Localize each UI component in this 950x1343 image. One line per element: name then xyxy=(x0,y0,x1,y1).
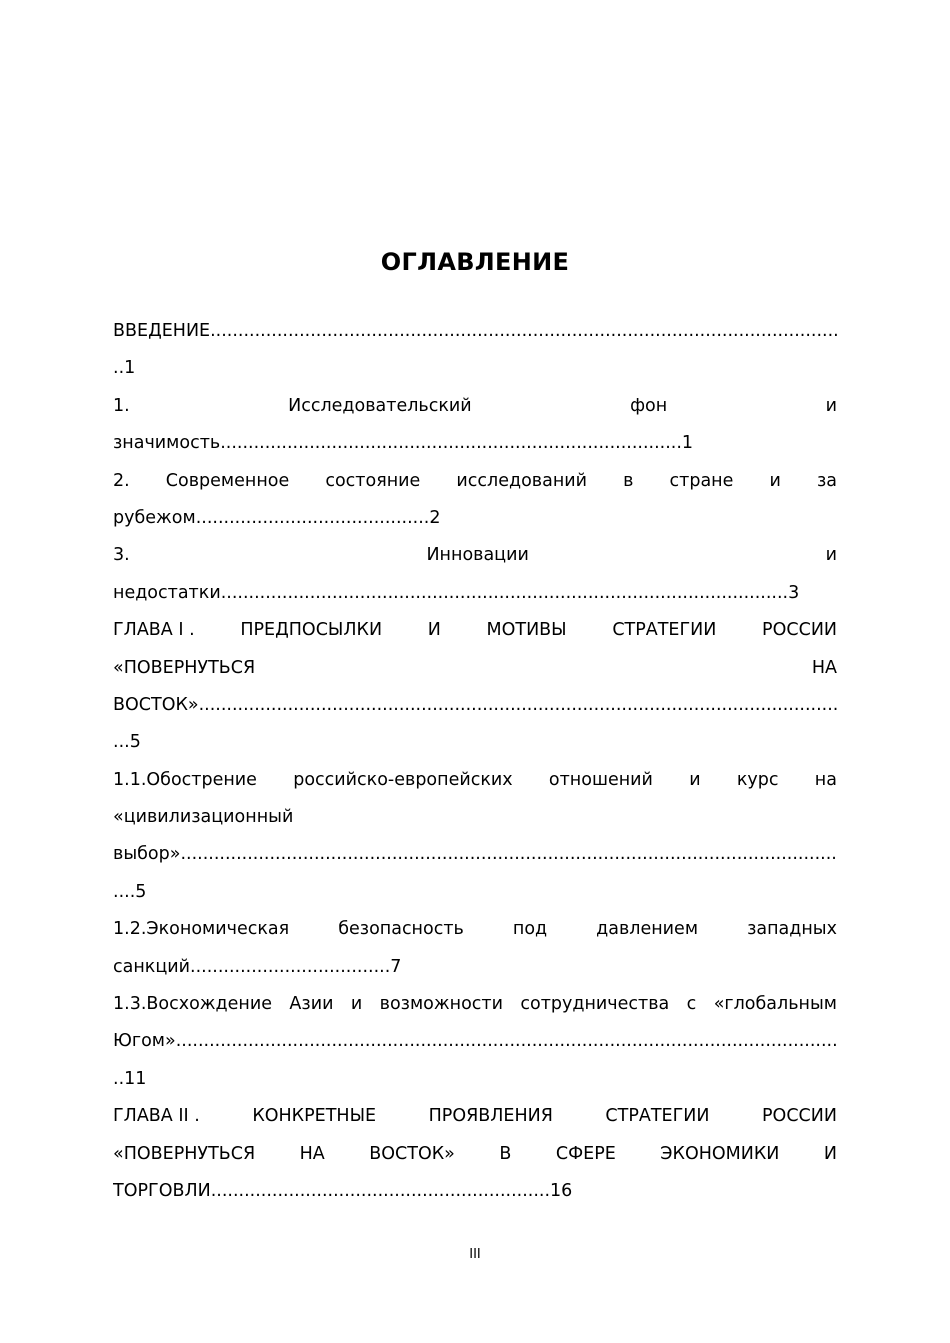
toc-word: НА xyxy=(299,1143,325,1164)
toc-line: выбор» ..... xyxy=(113,836,837,873)
table-of-contents xyxy=(113,313,837,1210)
toc-word: 1.3.Восхождение xyxy=(113,994,273,1015)
toc-word: РОССИИ xyxy=(762,620,837,641)
toc-word: и xyxy=(350,994,363,1015)
toc-word: под xyxy=(512,919,548,940)
toc-word: давлением xyxy=(596,919,699,940)
toc-word: ГЛАВА I . xyxy=(113,620,195,641)
toc-line: ..1 xyxy=(113,358,136,379)
toc-word: СФЕРЕ xyxy=(555,1143,616,1164)
toc-word: отношений xyxy=(548,769,653,790)
toc-line xyxy=(113,1098,837,1135)
toc-line xyxy=(113,1136,837,1173)
toc-word: и xyxy=(769,470,781,491)
toc-word: МОТИВЫ xyxy=(486,620,567,641)
toc-word: западных xyxy=(747,919,837,940)
toc-word: В xyxy=(499,1143,512,1164)
toc-word: за xyxy=(816,470,837,491)
toc-word: ГЛАВА II . xyxy=(113,1106,200,1127)
page-number: III xyxy=(469,1247,481,1262)
toc-word: 1.2.Экономическая xyxy=(113,919,290,940)
toc-line xyxy=(113,911,837,948)
toc-line xyxy=(113,463,837,500)
toc-word: исследований xyxy=(456,470,588,491)
toc-word: СТРАТЕГИИ xyxy=(612,620,717,641)
toc-word: «ПОВЕРНУТЬСЯ xyxy=(113,657,256,678)
toc-line: значимость...................................................................................1 xyxy=(113,433,694,454)
toc-word: состояние xyxy=(325,470,421,491)
toc-word: Азии xyxy=(289,994,334,1015)
toc-word: фон xyxy=(630,395,668,416)
toc-line xyxy=(113,537,837,574)
toc-line xyxy=(113,650,837,687)
toc-line: Югом» ..... xyxy=(113,1023,837,1060)
toc-word: Исследовательский xyxy=(288,395,472,416)
toc-line xyxy=(113,986,837,1023)
toc-line xyxy=(113,388,837,425)
toc-line: рубежом..........................................2 xyxy=(113,507,441,528)
toc-word: НА xyxy=(811,657,837,678)
toc-word: ЭКОНОМИКИ xyxy=(660,1143,780,1164)
toc-word: с xyxy=(686,994,697,1015)
toc-line: ...5 xyxy=(113,732,141,753)
toc-word: ВОСТОК» xyxy=(369,1143,455,1164)
toc-line: ....5 xyxy=(113,881,147,902)
toc-word: 1. xyxy=(113,395,130,416)
toc-word: СТРАТЕГИИ xyxy=(605,1106,710,1127)
toc-word: И xyxy=(427,620,441,641)
toc-word: на xyxy=(814,769,837,790)
toc-word: возможности xyxy=(379,994,503,1015)
toc-title: ОГЛАВЛЕНИЕ xyxy=(380,248,570,276)
toc-line: ВВЕДЕНИЕ ..... xyxy=(113,313,837,350)
toc-line xyxy=(113,612,837,649)
toc-word: ПРОЯВЛЕНИЯ xyxy=(428,1106,553,1127)
toc-line: «цивилизационный xyxy=(113,807,294,828)
toc-word: РОССИИ xyxy=(762,1106,837,1127)
toc-word: Современное xyxy=(165,470,290,491)
toc-word: и xyxy=(825,395,837,416)
toc-word: «ПОВЕРНУТЬСЯ xyxy=(113,1143,256,1164)
toc-word: стране xyxy=(669,470,734,491)
toc-line xyxy=(113,762,837,799)
toc-word: Инновации xyxy=(426,545,529,566)
toc-line: недостатки......................................................................................................3 xyxy=(113,582,800,603)
toc-word: ПРЕДПОСЫЛКИ xyxy=(240,620,383,641)
toc-word: 3. xyxy=(113,545,130,566)
toc-word: российско-европейских xyxy=(293,769,513,790)
toc-word: сотрудничества xyxy=(520,994,670,1015)
toc-word: И xyxy=(823,1143,837,1164)
toc-line: ВОСТОК» ..... xyxy=(113,687,837,724)
toc-word: 2. xyxy=(113,470,130,491)
toc-word: в xyxy=(623,470,634,491)
toc-word: КОНКРЕТНЫЕ xyxy=(252,1106,377,1127)
toc-line: ..11 xyxy=(113,1068,147,1089)
toc-line: ТОРГОВЛИ.............................................................16 xyxy=(113,1180,573,1201)
toc-word: «глобальным xyxy=(713,994,837,1015)
toc-word: 1.1.Обострение xyxy=(113,769,257,790)
toc-line: санкций....................................7 xyxy=(113,956,402,977)
toc-word: безопасность xyxy=(338,919,464,940)
toc-word: курс xyxy=(736,769,779,790)
toc-word: и xyxy=(825,545,837,566)
toc-word: и xyxy=(689,769,701,790)
